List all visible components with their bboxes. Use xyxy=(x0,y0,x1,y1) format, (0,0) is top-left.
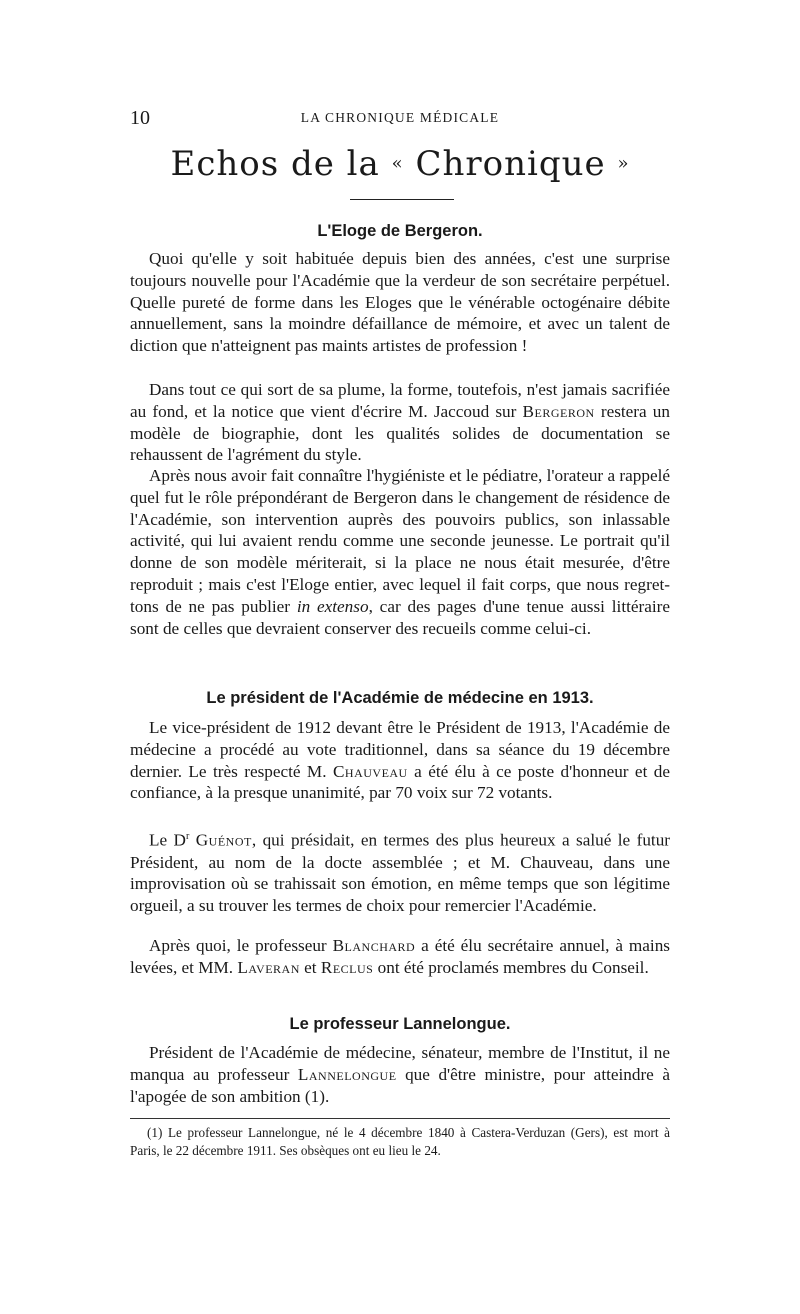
paragraph: Le $D^r$ Guénot, qui présidait, en termes des plus heureux a salué le futur Président, au nom de la docte assemblée ; et M. Chauveau, dans une improvisation où se trahissait son émotion, en même temps que son légitime orgueil, a su trouver les termes de choix pour remercier l'Académie. xyxy=(130,830,671,916)
paragraph: Après quoi, le professeur Blanchard a été élu secrétaire annuel, à mains levées, et MM. Laveran et Reclus ont été proclamés membres du Conseil. xyxy=(130,936,670,977)
paragraph: Le vice-président de 1912 devant être le Président de 1913, l'Académie de médecine a procédé au vote traditionnel, dans sa séance du 19 décembre dernier. Le très respecté M. Chauveau a été élu à ce poste d'honneur et de confiance, à la presque unanimité, par 70 voix sur 72 votants. xyxy=(130,718,670,803)
person-name: Blanchard xyxy=(332,936,416,955)
paragraph: Après nous avoir fait connaître l'hygiéniste et le pédiatre, l'orateur a rappelé quel fut le rôle prépondérant de Bergeron dans le changement de résidence de l'Académie, son intervention auprès des pouvoirs publics, son inlassable activité, qui lui avaient rendu comme une seconde jeunesse. Le portrait qu'il donne de son modèle mériterait, si la place ne nous était mesurée, d'être reproduit ; mais c'est l'Eloge entier, avec lequel il fait corps, que nous regrettons de ne pas publier in extenso, car des pages d'une tenue aussi littéraire sont de celles que devraient conserver des recueils comme celui-ci. xyxy=(130,466,670,638)
footnote: (1) Le professeur Lannelongue, né le 4 décembre 1840 à Castera-Verduzan (Gers), est mort à Paris, le 22 décembre 1911. Ses obsèques ont eu lieu le 24. xyxy=(130,1125,670,1158)
person-name: Laveran xyxy=(237,957,300,977)
italic-phrase: in extenso xyxy=(296,596,369,616)
paragraph: Président de l'Académie de médecine, sénateur, membre de l'Institut, il ne manqua au professeur Lannelongue que d'être ministre, pour atteindre à l'apogée de son ambition (1). xyxy=(130,1043,670,1106)
article-heading-lannelongue: Le professeur Lannelongue. xyxy=(289,1015,511,1033)
article-heading-president: Le président de l'Académie de médecine en 1913. xyxy=(206,689,594,707)
person-name: Guénot xyxy=(195,830,252,850)
person-name: Chauveau xyxy=(332,761,408,781)
section-title-main: Echos de la xyxy=(170,144,380,184)
quote-open: « xyxy=(391,153,404,174)
section-title-emphasis: Chronique xyxy=(415,144,606,184)
journal-title: LA CHRONIQUE MÉDICALE xyxy=(300,110,500,125)
person-name: Lannelongue xyxy=(297,1064,397,1084)
paragraph: Dans tout ce qui sort de sa plume, la forme, toutefois, n'est jamais sacrifiée au fond, et la notice que vient d'écrire M. Jaccoud sur Bergeron restera un modèle de biographie, dont les qualités solides de documentation se rehaussent de l'agrément du style. xyxy=(130,380,670,465)
article-heading-bergeron: L'Eloge de Bergeron. xyxy=(317,222,483,240)
person-name: Reclus xyxy=(320,957,374,977)
page-number: 10 xyxy=(130,107,150,129)
quote-close: » xyxy=(617,153,630,174)
title-rule xyxy=(350,199,454,200)
paragraph: Quoi qu'elle y soit habituée depuis bien des années, c'est une surprise toujours nouvelle pour l'Académie que la verdeur de son secrétaire perpétuel. Quelle pureté de forme dans les Eloges que le vénérable octogénaire débite annuellement, sans la moindre défaillance de mémoire, et avec un talent de diction que n'atteignent pas maints artistes de profession ! xyxy=(130,249,670,356)
footnote-rule xyxy=(130,1118,670,1119)
running-header xyxy=(130,104,670,132)
person-name: Bergeron xyxy=(522,401,595,421)
section-title xyxy=(130,142,670,186)
